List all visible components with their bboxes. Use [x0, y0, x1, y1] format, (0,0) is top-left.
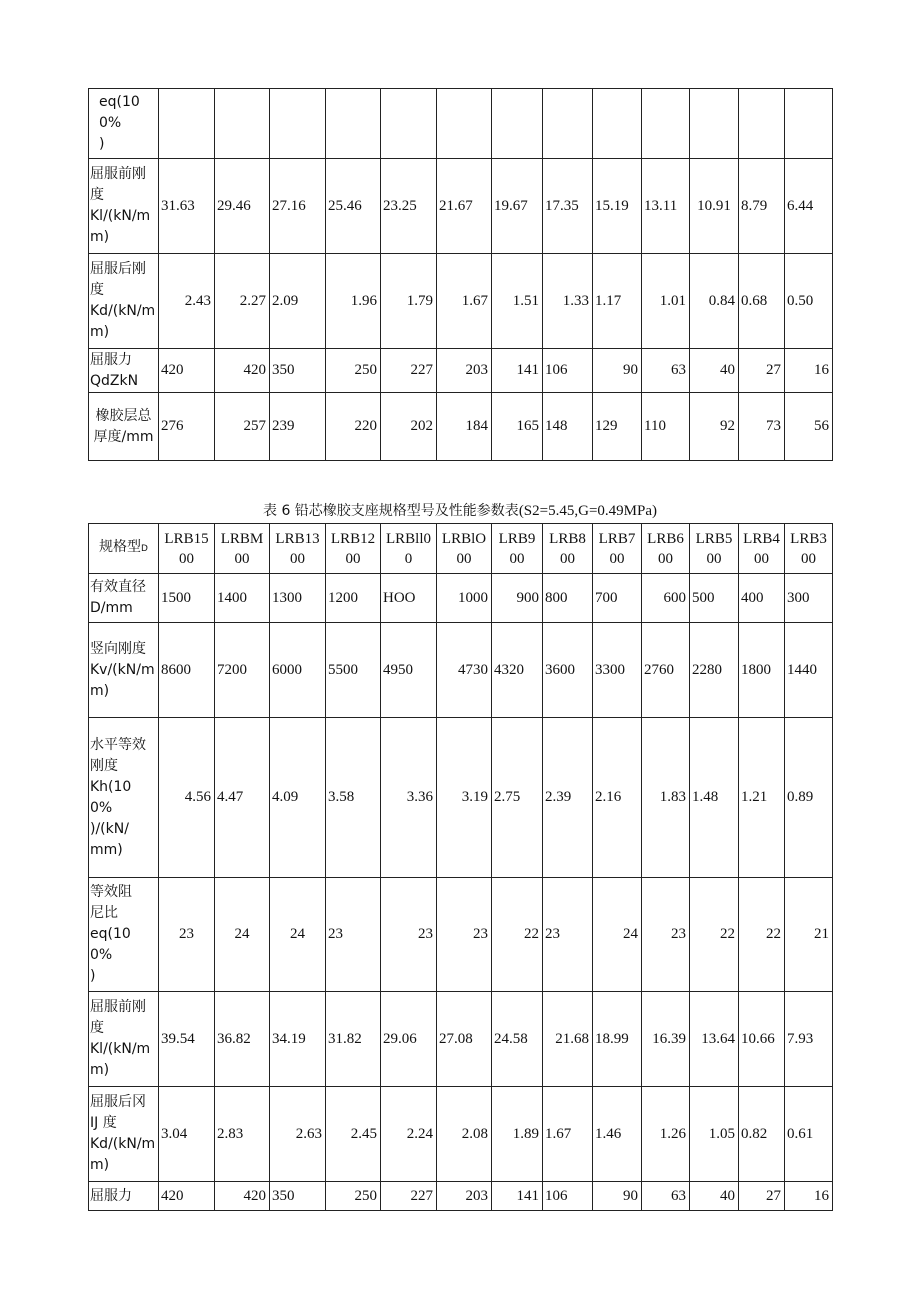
- table-cell: 7200: [215, 623, 270, 718]
- table-cell: [381, 89, 437, 159]
- table-cell: 227: [381, 1182, 437, 1211]
- table-cell: 8600: [159, 623, 215, 718]
- table-cell: 13.11: [642, 159, 690, 254]
- table-cell: 2.27: [215, 254, 270, 349]
- table-cell: 24: [593, 878, 642, 992]
- table-cell: 1.33: [543, 254, 593, 349]
- row-label: 竖向刚度 Kv/(kN/m m): [89, 623, 159, 718]
- table-continued: [88, 88, 833, 461]
- table-cell: 90: [593, 349, 642, 393]
- table-cell: 4950: [381, 623, 437, 718]
- table-cell: 1.48: [690, 718, 739, 878]
- table-cell: HOO: [381, 574, 437, 623]
- table-cell: 400: [739, 574, 785, 623]
- table-cell: 27: [739, 349, 785, 393]
- header-cell: LRB6 00: [642, 524, 690, 574]
- table-cell: 900: [492, 574, 543, 623]
- table-cell: 257: [215, 393, 270, 461]
- table-cell: 34.19: [270, 992, 326, 1087]
- table-cell: 165: [492, 393, 543, 461]
- table-cell: 250: [326, 1182, 381, 1211]
- row-label: 水平等效 刚度 Kh(10 0% )/(kN/ mm): [89, 718, 159, 878]
- header-cell: LRB9 00: [492, 524, 543, 574]
- header-cell: LRB3 00: [785, 524, 833, 574]
- table-cell: 22: [739, 878, 785, 992]
- table-cell: 1000: [437, 574, 492, 623]
- table-cell: 10.66: [739, 992, 785, 1087]
- table-cell: 92: [690, 393, 739, 461]
- table-cell: 1800: [739, 623, 785, 718]
- table-cell: 1400: [215, 574, 270, 623]
- table-cell: 23: [642, 878, 690, 992]
- header-cell: LRB8 00: [543, 524, 593, 574]
- table-cell: 4.56: [159, 718, 215, 878]
- row-label: 屈服后刚 度 Kd/(kN/m m): [89, 254, 159, 349]
- table-cell: 106: [543, 1182, 593, 1211]
- table-cell: 800: [543, 574, 593, 623]
- table-row: [89, 393, 833, 461]
- table-cell: 500: [690, 574, 739, 623]
- table-cell: 106: [543, 349, 593, 393]
- table-cell: 17.35: [543, 159, 593, 254]
- table-cell: 4.47: [215, 718, 270, 878]
- table-cell: [326, 89, 381, 159]
- table-cell: 24: [215, 878, 270, 992]
- table-cell: 350: [270, 1182, 326, 1211]
- table-cell: 24.58: [492, 992, 543, 1087]
- table-cell: 1.21: [739, 718, 785, 878]
- table-cell: 40: [690, 1182, 739, 1211]
- table-cell: 110: [642, 393, 690, 461]
- table-cell: 4320: [492, 623, 543, 718]
- table-cell: 350: [270, 349, 326, 393]
- table-cell: 0.68: [739, 254, 785, 349]
- table-cell: 3300: [593, 623, 642, 718]
- table-cell: 90: [593, 1182, 642, 1211]
- table-cell: 0.50: [785, 254, 833, 349]
- table-cell: 1.01: [642, 254, 690, 349]
- table-cell: 23: [543, 878, 593, 992]
- table-row: [89, 623, 833, 718]
- table-cell: 420: [159, 349, 215, 393]
- table-cell: 141: [492, 1182, 543, 1211]
- table-cell: 0.82: [739, 1087, 785, 1182]
- row-label: eq(10 0% ): [89, 89, 159, 159]
- table-cell: 27.16: [270, 159, 326, 254]
- table-caption: [0, 501, 920, 521]
- table-cell: 250: [326, 349, 381, 393]
- table-cell: 1.17: [593, 254, 642, 349]
- table-cell: 3.19: [437, 718, 492, 878]
- table-row: [89, 878, 833, 992]
- table-cell: 141: [492, 349, 543, 393]
- table-cell: 10.91: [690, 159, 739, 254]
- table-row: [89, 1087, 833, 1182]
- table-cell: 23: [381, 878, 437, 992]
- row-label: 屈服前刚 度 Kl/(kN/m m): [89, 159, 159, 254]
- table-cell: [690, 89, 739, 159]
- table-cell: 2.16: [593, 718, 642, 878]
- table-cell: 0.89: [785, 718, 833, 878]
- table-cell: 27.08: [437, 992, 492, 1087]
- table-cell: 1440: [785, 623, 833, 718]
- table-cell: 63: [642, 1182, 690, 1211]
- header-cell: LRB5 00: [690, 524, 739, 574]
- table-cell: 1.96: [326, 254, 381, 349]
- table-cell: 7.93: [785, 992, 833, 1087]
- table-cell: 39.54: [159, 992, 215, 1087]
- table-cell: 31.63: [159, 159, 215, 254]
- table-cell: 3600: [543, 623, 593, 718]
- header-cell: LRBlO 00: [437, 524, 492, 574]
- table-cell: 19.67: [492, 159, 543, 254]
- table-cell: 420: [215, 349, 270, 393]
- table-cell: 148: [543, 393, 593, 461]
- header-label-sub: D: [141, 544, 148, 554]
- table-cell: 23: [437, 878, 492, 992]
- table-cell: 1.51: [492, 254, 543, 349]
- table-cell: 1.89: [492, 1087, 543, 1182]
- table-cell: 29.06: [381, 992, 437, 1087]
- table-cell: [270, 89, 326, 159]
- table-cell: 21: [785, 878, 833, 992]
- header-label: [89, 524, 159, 574]
- table-cell: [437, 89, 492, 159]
- table-cell: 4.09: [270, 718, 326, 878]
- table-cell: 1.83: [642, 718, 690, 878]
- table-cell: 220: [326, 393, 381, 461]
- row-label: 屈服后冈 IJ 度 Kd/(kN/m m): [89, 1087, 159, 1182]
- table-cell: 8.79: [739, 159, 785, 254]
- table-row: [89, 349, 833, 393]
- table-cell: 40: [690, 349, 739, 393]
- table-cell: 21.68: [543, 992, 593, 1087]
- table-row: [89, 718, 833, 878]
- table-6: [88, 523, 833, 1211]
- table-cell: 2.63: [270, 1087, 326, 1182]
- row-label: 等效阻 尼比 eq(10 0% ): [89, 878, 159, 992]
- table-cell: 5500: [326, 623, 381, 718]
- header-cell: LRBll0 0: [381, 524, 437, 574]
- table-cell: 203: [437, 349, 492, 393]
- table-cell: 1.67: [437, 254, 492, 349]
- table-cell: 1500: [159, 574, 215, 623]
- table-cell: 276: [159, 393, 215, 461]
- table-cell: 1200: [326, 574, 381, 623]
- row-label: 橡胶层总 厚度/mm: [89, 393, 159, 461]
- header-cell: LRB4 00: [739, 524, 785, 574]
- table-cell: 600: [642, 574, 690, 623]
- table-cell: 2760: [642, 623, 690, 718]
- table-cell: 13.64: [690, 992, 739, 1087]
- table-cell: 16: [785, 349, 833, 393]
- table-cell: 29.46: [215, 159, 270, 254]
- table-cell: [543, 89, 593, 159]
- table-row: [89, 159, 833, 254]
- table-cell: 203: [437, 1182, 492, 1211]
- table-row: [89, 254, 833, 349]
- table-cell: 23: [326, 878, 381, 992]
- caption-parameters: (S2=5.45,G=0.49MPa): [518, 503, 657, 519]
- table-cell: 1.79: [381, 254, 437, 349]
- table-cell: 2.39: [543, 718, 593, 878]
- table-row: [89, 574, 833, 623]
- table-cell: 18.99: [593, 992, 642, 1087]
- table-cell: 2.24: [381, 1087, 437, 1182]
- header-cell: LRB12 00: [326, 524, 381, 574]
- table-cell: 73: [739, 393, 785, 461]
- header-row: [89, 524, 833, 574]
- row-label: 屈服力 QdZkN: [89, 349, 159, 393]
- table-cell: 1.67: [543, 1087, 593, 1182]
- table-cell: [739, 89, 785, 159]
- table-cell: 23.25: [381, 159, 437, 254]
- table-row: [89, 1182, 833, 1211]
- table-cell: [785, 89, 833, 159]
- row-label: 有效直径 D/mm: [89, 574, 159, 623]
- table-cell: 2.43: [159, 254, 215, 349]
- header-cell: LRB7 00: [593, 524, 642, 574]
- table-cell: 1.46: [593, 1087, 642, 1182]
- table-cell: 129: [593, 393, 642, 461]
- table-cell: 227: [381, 349, 437, 393]
- table-cell: 23: [159, 878, 215, 992]
- table-cell: 3.58: [326, 718, 381, 878]
- table-cell: 1.26: [642, 1087, 690, 1182]
- table-cell: 300: [785, 574, 833, 623]
- table-cell: 2.45: [326, 1087, 381, 1182]
- table-cell: 2280: [690, 623, 739, 718]
- table-cell: 16.39: [642, 992, 690, 1087]
- table-row: [89, 992, 833, 1087]
- table-cell: [215, 89, 270, 159]
- table-cell: 63: [642, 349, 690, 393]
- table-cell: 21.67: [437, 159, 492, 254]
- table-cell: 2.75: [492, 718, 543, 878]
- table-cell: 31.82: [326, 992, 381, 1087]
- caption-title: 表 6 铅芯橡胶支座规格型号及性能参数表: [263, 503, 519, 519]
- row-label: 屈服力: [89, 1182, 159, 1211]
- table-cell: 22: [492, 878, 543, 992]
- table-cell: 6000: [270, 623, 326, 718]
- table-cell: 0.61: [785, 1087, 833, 1182]
- table-row: [89, 89, 833, 159]
- row-label: 屈服前刚 度 Kl/(kN/m m): [89, 992, 159, 1087]
- table-cell: 202: [381, 393, 437, 461]
- table-cell: [492, 89, 543, 159]
- table-cell: 2.83: [215, 1087, 270, 1182]
- table-cell: 36.82: [215, 992, 270, 1087]
- table-cell: 56: [785, 393, 833, 461]
- table-cell: [593, 89, 642, 159]
- table-cell: 2.08: [437, 1087, 492, 1182]
- table-cell: 4730: [437, 623, 492, 718]
- table-cell: [159, 89, 215, 159]
- table-cell: 420: [215, 1182, 270, 1211]
- header-cell: LRB15 00: [159, 524, 215, 574]
- table-cell: 3.36: [381, 718, 437, 878]
- header-cell: LRBM 00: [215, 524, 270, 574]
- table-cell: 22: [690, 878, 739, 992]
- table-cell: 0.84: [690, 254, 739, 349]
- table-cell: 16: [785, 1182, 833, 1211]
- table-cell: 239: [270, 393, 326, 461]
- table-cell: 2.09: [270, 254, 326, 349]
- table-cell: 27: [739, 1182, 785, 1211]
- table-cell: 1300: [270, 574, 326, 623]
- header-label-text: 规格型: [99, 539, 142, 555]
- table-cell: 25.46: [326, 159, 381, 254]
- table-cell: 420: [159, 1182, 215, 1211]
- table-cell: 184: [437, 393, 492, 461]
- table-cell: 15.19: [593, 159, 642, 254]
- table-cell: 3.04: [159, 1087, 215, 1182]
- table-cell: 24: [270, 878, 326, 992]
- table-cell: 700: [593, 574, 642, 623]
- table-cell: 6.44: [785, 159, 833, 254]
- header-cell: LRB13 00: [270, 524, 326, 574]
- table-cell: 1.05: [690, 1087, 739, 1182]
- table-cell: [642, 89, 690, 159]
